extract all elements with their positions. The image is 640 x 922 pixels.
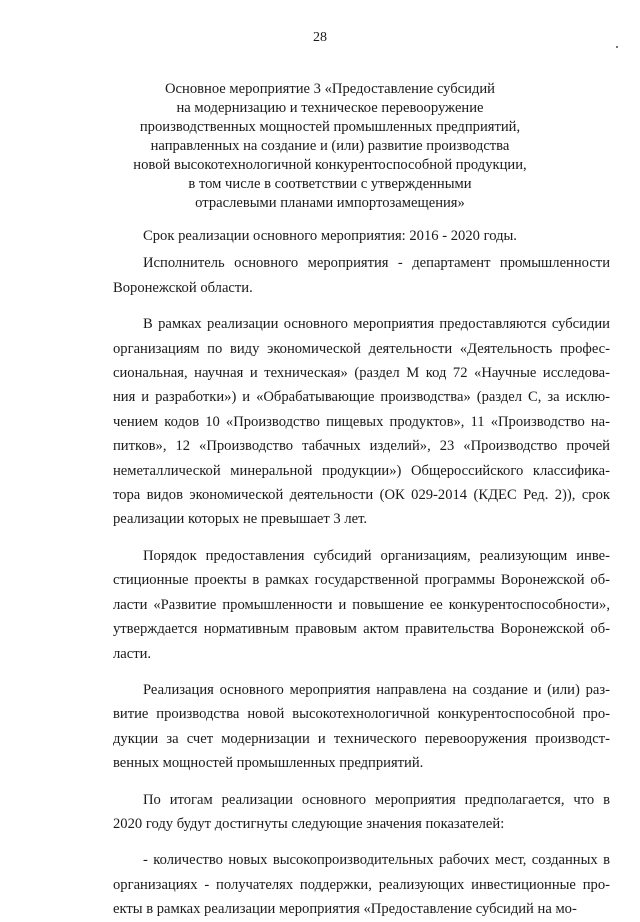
paragraph-line: ния и разработки») и «Обрабатывающие производства» (раздел C, за исклю-: [113, 389, 610, 406]
paragraph-spacer: [113, 300, 610, 312]
paragraph-line: Реализация основного мероприятия направлена на создание и (или) раз-: [143, 681, 610, 698]
scan-artifact: [616, 46, 618, 48]
heading-line: Основное мероприятие 3 «Предоставление субсидий: [165, 81, 495, 97]
heading-line: новой высокотехнологичной конкурентоспособной продукции,: [133, 157, 527, 173]
paragraph-line: неметаллической минеральной продукции») Общероссийского классифика-: [113, 462, 610, 479]
paragraph-line: стиционные проекты в рамках государственной программы Воронежской об-: [113, 572, 610, 589]
paragraph-line: чением кодов 10 «Производство пищевых продуктов», 11 «Производство на-: [113, 413, 610, 430]
paragraph: [113, 788, 610, 837]
paragraph-line: ласти.: [113, 645, 152, 662]
paragraph: [113, 544, 610, 666]
paragraph-line: ласти «Развитие промышленности и повышение ее конкурентоспособности»,: [113, 596, 610, 613]
paragraph-line: сиональная, научная и техническая» (раздел M код 72 «Научные исследова-: [113, 365, 610, 382]
paragraph-line: екты в рамках реализации мероприятия «Предоставление субсидий на мо-: [113, 901, 577, 918]
heading-line: отраслевыми планами импортозамещения»: [195, 195, 465, 211]
paragraph-line: витие производства новой высокотехнологичной конкурентоспособной про-: [113, 706, 610, 723]
paragraph: [113, 224, 610, 248]
paragraph-line: питков», 12 «Производство табачных изделий», 23 «Производство прочей: [113, 438, 610, 455]
heading-line: производственных мощностей промышленных предприятий,: [139, 119, 521, 135]
paragraph-line: Воронежской области.: [113, 279, 253, 296]
paragraph-line: Исполнитель основного мероприятия - департамент промышленности: [143, 255, 610, 272]
document-body: [113, 224, 610, 922]
paragraph-line: венных мощностей промышленных предприятий.: [113, 755, 424, 772]
heading-line: направленных на создание и (или) развитие производства: [150, 138, 510, 154]
section-heading: [110, 80, 550, 213]
paragraph: [113, 251, 610, 300]
paragraph-line: 2020 году будут достигнуты следующие значения показателей:: [113, 815, 505, 832]
paragraph-line: Порядок предоставления субсидий организациям, реализующим инве-: [143, 547, 610, 564]
heading-line: в том числе в соответствии с утвержденными: [188, 176, 472, 192]
paragraph-line: В рамках реализации основного мероприятия предоставляются субсидии: [143, 316, 610, 333]
paragraph-line: По итогам реализации основного мероприятия предполагается, что в: [143, 791, 610, 808]
paragraph-spacer: [113, 666, 610, 678]
paragraph-line: Срок реализации основного мероприятия: 2016 - 2020 годы.: [143, 228, 517, 244]
page-number: 28: [313, 30, 327, 45]
paragraph-line: тора видов экономической деятельности (ОК 029-2014 (КДЕС Ред. 2)), срок: [113, 487, 610, 504]
heading-line: на модернизацию и техническое перевооружение: [176, 100, 484, 116]
paragraph-spacer: [113, 836, 610, 848]
paragraph: [113, 678, 610, 776]
paragraph: [113, 312, 610, 532]
paragraph-line: организациям по виду экономической деятельности «Деятельность профес-: [113, 340, 610, 357]
paragraph-spacer: [113, 532, 610, 544]
paragraph-line: реализации которых не превышает 3 лет.: [113, 511, 368, 528]
paragraph: [113, 848, 610, 921]
paragraph-line: организациях - получателях поддержки, реализующих инвестиционные про-: [113, 876, 610, 893]
paragraph-spacer: [113, 776, 610, 788]
paragraph-line: дукции за счет модернизации и технического перевооружения производст-: [113, 730, 610, 747]
paragraph-line: - количество новых высокопроизводительных рабочих мест, созданных в: [143, 852, 610, 869]
paragraph-line: утверждается нормативным правовым актом правительства Воронежской об-: [113, 621, 610, 638]
